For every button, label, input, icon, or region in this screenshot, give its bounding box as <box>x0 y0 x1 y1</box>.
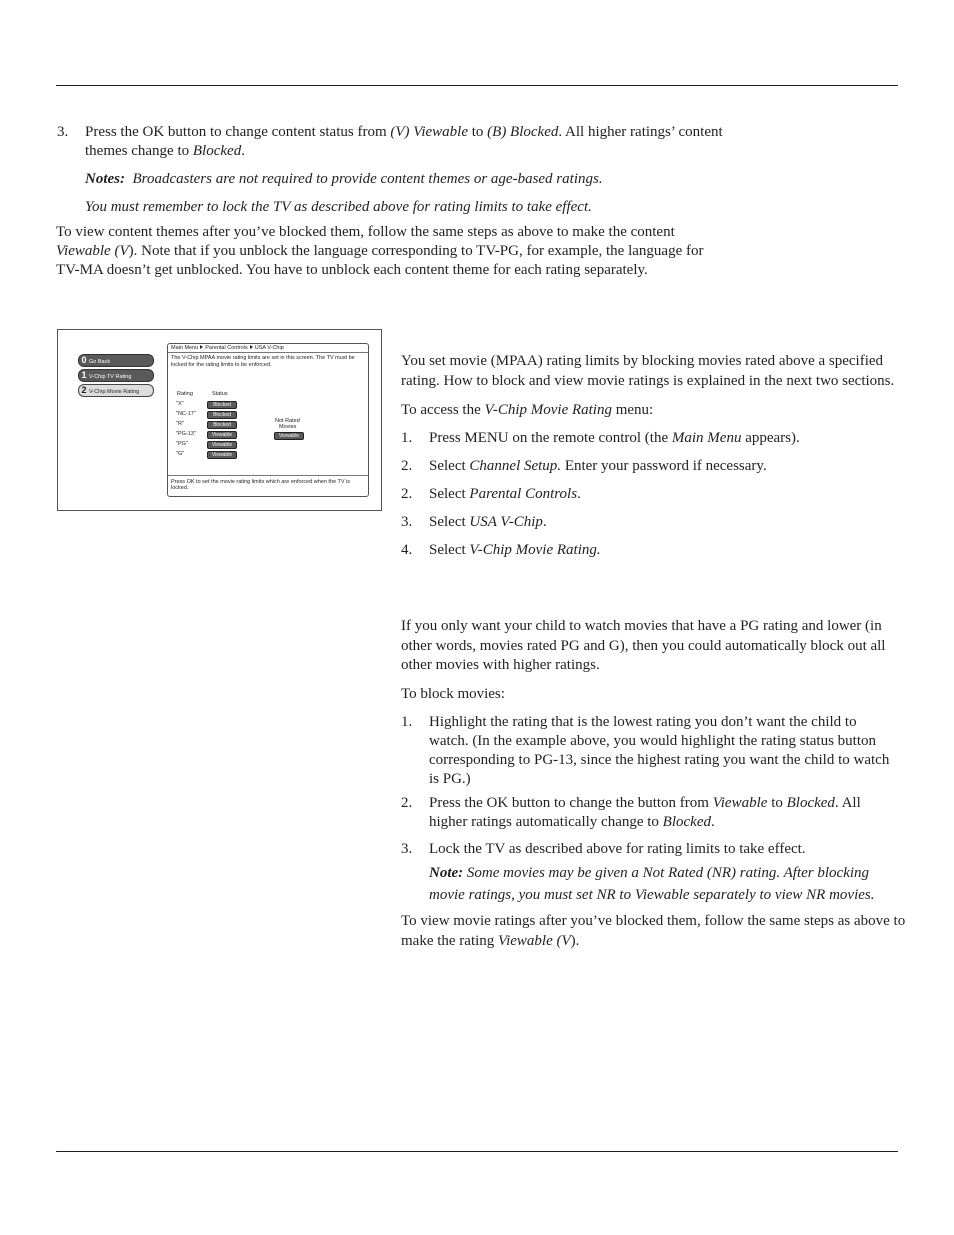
breadcrumb-item: USA V-Chip <box>254 345 284 351</box>
not-rated-label-movies: Movies <box>279 424 297 430</box>
pg-para-line2: other words, movies rated PG and G), then you could automatically block out all <box>401 638 886 654</box>
panel-footer: Press OK to set the movie rating limits which are enforced when the TV is locked. <box>168 475 368 496</box>
block-step1-line1: Highlight the rating that is the lowest rating you don’t want the child to <box>429 714 857 730</box>
nav-number: 1 <box>81 370 87 380</box>
rating-label: "R" <box>176 421 184 427</box>
view-ratings-line1: To view movie ratings after you’ve blocked them, follow the same steps as above to <box>401 913 906 929</box>
notes: Notes: Broadcasters are not required to provide content themes or age-based ratings. <box>85 171 603 187</box>
block-step1-line3: corresponding to PG-13, since the highest rating you want the child to watch <box>429 752 890 768</box>
step-number: 3. <box>401 514 413 530</box>
rating-label: "G" <box>176 451 185 457</box>
view-ratings-line2: make the rating Viewable (V). <box>401 933 580 949</box>
nav-label: V-Chip TV Rating <box>89 374 132 380</box>
block-step1-line2: watch. (In the example above, you would highlight the rating status button <box>429 733 876 749</box>
block-intro: To block movies: <box>401 686 505 702</box>
notes-lock: You must remember to lock the TV as described above for rating limits to take effect. <box>85 199 592 215</box>
rating-label: "PG" <box>176 441 188 447</box>
nav-label: V-Chip Movie Rating <box>89 389 140 395</box>
step-number: 3. <box>57 124 69 140</box>
status-button[interactable]: Blocked <box>207 401 237 409</box>
status-button[interactable]: Viewable <box>207 441 237 449</box>
breadcrumb <box>168 344 368 353</box>
nav-label: Go Back <box>89 359 111 365</box>
status-button[interactable]: Viewable <box>207 431 237 439</box>
status-button[interactable]: Viewable <box>207 451 237 459</box>
rating-column-header: Rating <box>177 391 193 397</box>
breadcrumb-item: Main Menu <box>171 345 199 351</box>
nav-number: 0 <box>81 355 87 365</box>
step-number: 1. <box>401 430 413 446</box>
rating-label: "X" <box>176 401 184 407</box>
block-note-line1: Note: Some movies may be given a Not Rated (NR) rating. After blocking <box>429 865 870 881</box>
access-step: Press MENU on the remote control (the Main Menu appears). <box>429 430 800 446</box>
access-step: Select Parental Controls. <box>429 486 581 502</box>
bottom-rule <box>56 1151 898 1152</box>
step-number: 4. <box>401 542 413 558</box>
step3-line2: themes change to Blocked. <box>85 143 245 159</box>
step-number: 2. <box>401 458 413 474</box>
access-intro: To access the V-Chip Movie Rating menu: <box>401 402 654 418</box>
not-rated-label: Not Rated <box>275 418 300 424</box>
access-step: Select Channel Setup. Enter your password if necessary. <box>429 458 767 474</box>
view-themes-line1: To view content themes after you’ve blocked them, follow the same steps as above to make the content <box>56 224 675 240</box>
not-rated-status-button[interactable]: Viewable <box>274 432 304 440</box>
step-number: 2. <box>401 486 413 502</box>
block-step3-line1: Lock the TV as described above for rating limits to take effect. <box>429 841 806 857</box>
intro-line1: You set movie (MPAA) rating limits by blocking movies rated above a specified <box>401 353 884 369</box>
intro-line2: rating. How to block and view movie ratings is explained in the next two sections. <box>401 373 895 389</box>
view-themes-line2: Viewable (V). Note that if you unblock the language corresponding to TV-PG, for example, the language for <box>56 243 704 259</box>
breadcrumb-item: Parental Controls <box>205 345 248 351</box>
panel-description: The V-Chip MPAA movie rating limits are set in this screen. The TV must be locked for the rating limits to be enforced. <box>171 355 355 368</box>
tv-screen-illustration <box>57 329 382 511</box>
pg-para-line1: If you only want your child to watch movies that have a PG rating and lower (in <box>401 618 882 634</box>
block-step2-line2: higher ratings automatically change to Blocked. <box>429 814 715 830</box>
access-step: Select USA V-Chip. <box>429 514 547 530</box>
block-step2-line1: Press the OK button to change the button from Viewable to Blocked. All <box>429 795 861 811</box>
step-number: 3. <box>401 841 413 857</box>
nav-go-back[interactable] <box>78 354 154 367</box>
rating-label: "NC-17" <box>176 411 196 417</box>
chevron-right-icon <box>250 345 253 349</box>
nav-vchip-movie-rating[interactable] <box>78 384 154 397</box>
chevron-right-icon <box>200 345 203 349</box>
access-step: Select V-Chip Movie Rating. <box>429 542 601 558</box>
step-number: 2. <box>401 795 413 811</box>
status-button[interactable]: Blocked <box>207 421 237 429</box>
block-step1-line4: is PG.) <box>429 771 471 787</box>
status-column-header: Status <box>212 391 228 397</box>
movie-rating-panel <box>167 343 369 497</box>
rating-label: "PG-13" <box>176 431 196 437</box>
top-rule <box>56 85 898 86</box>
status-button[interactable]: Blocked <box>207 411 237 419</box>
view-themes-line3: TV-MA doesn’t get unblocked. You have to unblock each content theme for each rating separately. <box>56 262 648 278</box>
block-note-line2: movie ratings, you must set NR to Viewable separately to view NR movies. <box>429 887 875 903</box>
step-number: 1. <box>401 714 413 730</box>
nav-number: 2 <box>81 385 87 395</box>
nav-vchip-tv-rating[interactable] <box>78 369 154 382</box>
pg-para-line3: other movies with higher ratings. <box>401 657 600 673</box>
step3-line1: Press the OK button to change content status from (V) Viewable to (B) Blocked. All higher ratings’ content <box>85 124 723 140</box>
